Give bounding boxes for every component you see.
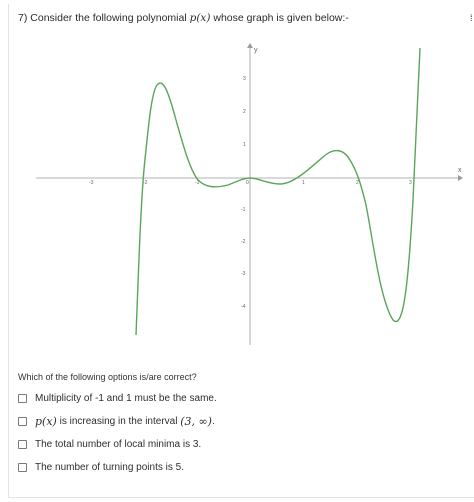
option-2-end: . xyxy=(211,415,215,427)
x-axis-arrow-icon xyxy=(458,175,463,181)
x-tick-label: 2 xyxy=(356,180,359,186)
polynomial-graph xyxy=(18,30,468,350)
x-tick-label: 1 xyxy=(302,180,305,186)
option-2-interval: (3, ∞) xyxy=(180,414,212,428)
question-math: p(x) xyxy=(189,12,211,24)
y-tick-label: 3 xyxy=(243,76,246,82)
option-4-text: The number of turning points is 5. xyxy=(35,461,184,473)
x-tick-label: -2 xyxy=(143,180,148,186)
option-4[interactable] xyxy=(18,459,184,475)
checkbox[interactable] xyxy=(18,440,27,449)
question-text-after: whose graph is given below:- xyxy=(213,12,349,24)
y-axis-arrow-icon xyxy=(247,43,253,48)
x-tick-label: -3 xyxy=(89,180,94,186)
checkbox[interactable] xyxy=(18,417,27,426)
graph-svg xyxy=(18,30,468,350)
polynomial-curve xyxy=(136,48,420,335)
option-1-text: Multiplicity of -1 and 1 must be the same. xyxy=(35,392,217,404)
checkbox[interactable] xyxy=(18,463,27,472)
y-tick-label: -3 xyxy=(241,271,246,277)
x-tick-label: 3 xyxy=(409,180,412,186)
y-tick-label: 2 xyxy=(243,109,246,115)
question-text-before: Consider the following polynomial xyxy=(30,12,187,24)
y-tick-label: -4 xyxy=(241,304,246,310)
option-2-text: is increasing in the interval xyxy=(56,415,181,427)
option-2-math: p(x) xyxy=(35,414,57,428)
option-3[interactable] xyxy=(18,436,201,452)
y-tick-label: 1 xyxy=(243,142,246,148)
option-3-text: The total number of local minima is 3. xyxy=(35,438,202,450)
options-prompt: Which of the following options is/are correct? xyxy=(18,372,197,382)
question-number: 7) xyxy=(18,12,28,24)
y-tick-label: -1 xyxy=(241,207,246,213)
x-axis-label: x xyxy=(458,167,462,174)
checkbox[interactable] xyxy=(18,394,27,403)
more-options-icon[interactable]: ⁞ xyxy=(470,13,473,23)
y-axis-label: y xyxy=(254,47,258,54)
y-tick-label: -2 xyxy=(241,239,246,245)
option-2[interactable] xyxy=(18,413,215,429)
question-text xyxy=(18,12,349,24)
x-tick-label: -1 xyxy=(195,180,200,186)
option-1[interactable] xyxy=(18,390,217,406)
x-tick-label: 0 xyxy=(246,180,249,186)
